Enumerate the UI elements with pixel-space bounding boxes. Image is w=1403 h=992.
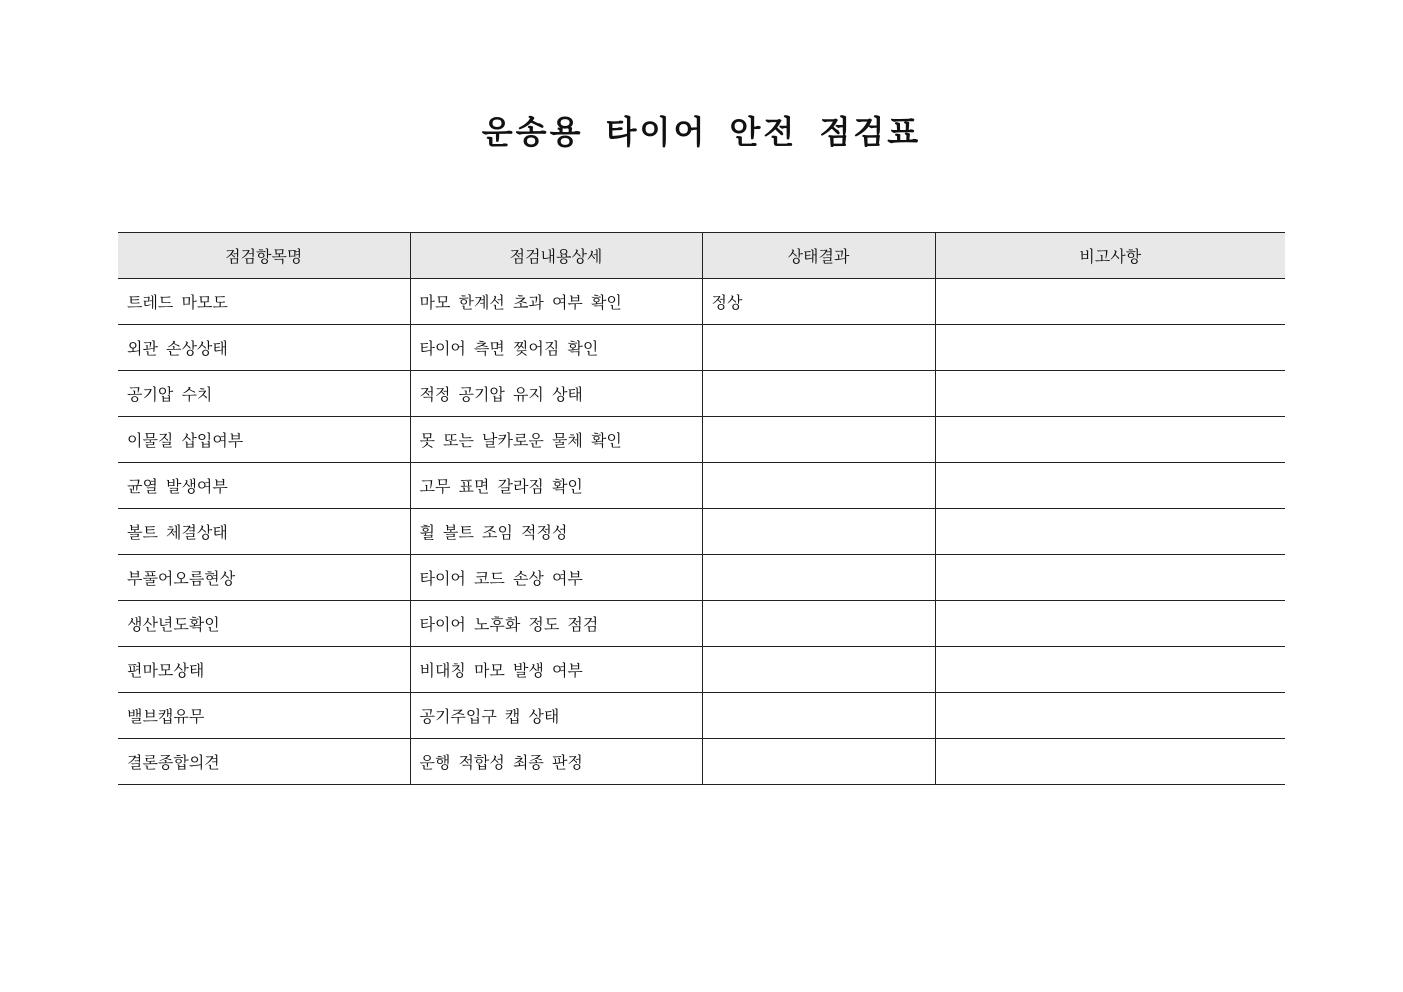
header-item-name: 점검항목명 — [118, 233, 410, 279]
remarks-cell[interactable] — [935, 417, 1285, 463]
inspection-table — [118, 232, 1285, 785]
item-name-cell: 트레드 마모도 — [118, 279, 410, 325]
status-result-cell[interactable] — [702, 417, 935, 463]
table-row — [118, 509, 1285, 555]
header-remarks: 비고사항 — [935, 233, 1285, 279]
item-name-cell: 볼트 체결상태 — [118, 509, 410, 555]
remarks-cell[interactable] — [935, 463, 1285, 509]
status-result-cell[interactable] — [702, 739, 935, 785]
remarks-cell[interactable] — [935, 601, 1285, 647]
item-name-cell: 균열 발생여부 — [118, 463, 410, 509]
item-name-cell: 공기압 수치 — [118, 371, 410, 417]
item-detail-cell: 못 또는 날카로운 물체 확인 — [410, 417, 702, 463]
item-detail-cell: 타이어 노후화 정도 점검 — [410, 601, 702, 647]
status-result-cell[interactable]: 정상 — [702, 279, 935, 325]
remarks-cell[interactable] — [935, 371, 1285, 417]
table-row — [118, 693, 1285, 739]
remarks-cell[interactable] — [935, 555, 1285, 601]
table-row — [118, 463, 1285, 509]
item-name-cell: 부풀어오름현상 — [118, 555, 410, 601]
item-detail-cell: 공기주입구 캡 상태 — [410, 693, 702, 739]
item-detail-cell: 휠 볼트 조임 적정성 — [410, 509, 702, 555]
table-row — [118, 279, 1285, 325]
remarks-cell[interactable] — [935, 279, 1285, 325]
item-detail-cell: 비대칭 마모 발생 여부 — [410, 647, 702, 693]
item-detail-cell: 고무 표면 갈라짐 확인 — [410, 463, 702, 509]
item-detail-cell: 타이어 측면 찢어짐 확인 — [410, 325, 702, 371]
item-detail-cell: 운행 적합성 최종 판정 — [410, 739, 702, 785]
table-row — [118, 371, 1285, 417]
remarks-cell[interactable] — [935, 325, 1285, 371]
item-name-cell: 외관 손상상태 — [118, 325, 410, 371]
remarks-cell[interactable] — [935, 693, 1285, 739]
document-title: 운송용 타이어 안전 점검표 — [481, 113, 922, 151]
remarks-cell[interactable] — [935, 739, 1285, 785]
table-row — [118, 601, 1285, 647]
item-detail-cell: 타이어 코드 손상 여부 — [410, 555, 702, 601]
item-name-cell: 생산년도확인 — [118, 601, 410, 647]
table-row — [118, 647, 1285, 693]
item-detail-cell: 마모 한계선 초과 여부 확인 — [410, 279, 702, 325]
status-result-cell[interactable] — [702, 371, 935, 417]
status-result-cell[interactable] — [702, 555, 935, 601]
header-row — [118, 233, 1285, 279]
item-name-cell: 이물질 삽입여부 — [118, 417, 410, 463]
table-row — [118, 417, 1285, 463]
table-row — [118, 325, 1285, 371]
table-row — [118, 555, 1285, 601]
status-result-cell[interactable] — [702, 693, 935, 739]
item-name-cell: 밸브캡유무 — [118, 693, 410, 739]
status-result-cell[interactable] — [702, 647, 935, 693]
remarks-cell[interactable] — [935, 509, 1285, 555]
status-result-cell[interactable] — [702, 463, 935, 509]
status-result-cell[interactable] — [702, 509, 935, 555]
remarks-cell[interactable] — [935, 647, 1285, 693]
header-item-detail: 점검내용상세 — [410, 233, 702, 279]
item-name-cell: 편마모상태 — [118, 647, 410, 693]
item-detail-cell: 적정 공기압 유지 상태 — [410, 371, 702, 417]
status-result-cell[interactable] — [702, 601, 935, 647]
status-result-cell[interactable] — [702, 325, 935, 371]
header-status-result: 상태결과 — [702, 233, 935, 279]
table-row — [118, 739, 1285, 785]
item-name-cell: 결론종합의견 — [118, 739, 410, 785]
